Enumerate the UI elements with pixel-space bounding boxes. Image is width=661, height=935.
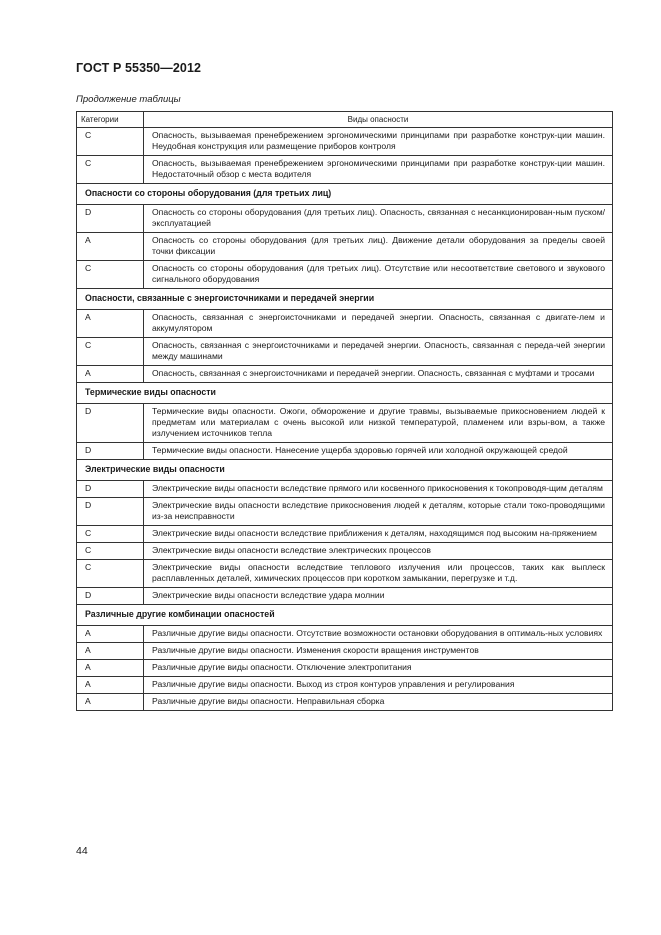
category-cell: C xyxy=(77,560,144,588)
category-cell: A xyxy=(77,233,144,261)
hazard-description-cell: Различные другие виды опасности. Неправильная сборка xyxy=(144,694,613,711)
table-row xyxy=(77,233,613,261)
table-row xyxy=(77,498,613,526)
table-row xyxy=(77,310,613,338)
table-row xyxy=(77,156,613,184)
section-header-row xyxy=(77,289,613,310)
hazard-description-cell: Опасность, связанная с энергоисточниками и передачей энергии. Опасность, связанная с муфтами и тросами xyxy=(144,366,613,383)
column-header-hazards: Виды опасности xyxy=(144,112,613,128)
category-cell: A xyxy=(77,677,144,694)
table-row xyxy=(77,560,613,588)
section-header-row xyxy=(77,460,613,481)
hazard-description-cell: Опасность, вызываемая пренебрежением эргономическими принципами при разработке конструк-ции машин. Неудобная конструкция или размещение приборов контроля xyxy=(144,128,613,156)
table-row xyxy=(77,543,613,560)
table-row xyxy=(77,404,613,443)
category-cell: D xyxy=(77,481,144,498)
table-row xyxy=(77,366,613,383)
category-cell: A xyxy=(77,366,144,383)
section-title: Термические виды опасности xyxy=(77,383,613,404)
category-cell: A xyxy=(77,694,144,711)
document-code: ГОСТ Р 55350—2012 xyxy=(76,61,202,75)
hazard-description-cell: Опасность, вызываемая пренебрежением эргономическими принципами при разработке конструк-ции машин. Недостаточный обзор с места водителя xyxy=(144,156,613,184)
hazard-description-cell: Опасность со стороны оборудования (для третьих лиц). Движение детали оборудования за пределы своей точки фиксации xyxy=(144,233,613,261)
section-header-row xyxy=(77,383,613,404)
page-number: 44 xyxy=(76,845,88,857)
table-row xyxy=(77,205,613,233)
section-title: Опасности со стороны оборудования (для третьих лиц) xyxy=(77,184,613,205)
hazard-description-cell: Электрические виды опасности вследствие прямого или косвенного прикосновения к токопроводя-щим деталям xyxy=(144,481,613,498)
table-row xyxy=(77,694,613,711)
hazard-description-cell: Электрические виды опасности вследствие прикосновения людей к деталям, которые стали токо-проводящими из-за неисправности xyxy=(144,498,613,526)
hazard-description-cell: Различные другие виды опасности. Отсутствие возможности остановки оборудования в оптималь-ных условиях xyxy=(144,626,613,643)
category-cell: D xyxy=(77,205,144,233)
hazard-description-cell: Термические виды опасности. Ожоги, обморожение и другие травмы, вызываемые прикосновением людей к предметам или материалам с очень высокой или низкой температурой, пламенем или взры-вом, а также излучением источников тепла xyxy=(144,404,613,443)
hazard-description-cell: Различные другие виды опасности. Изменения скорости вращения инструментов xyxy=(144,643,613,660)
hazard-description-cell: Электрические виды опасности вследствие теплового излучения или процессов, таких как выплеск расплавленных деталей, химических процессов при коротком замыкании, перегрузке и т.д. xyxy=(144,560,613,588)
section-header-row xyxy=(77,605,613,626)
hazard-description-cell: Опасность со стороны оборудования (для третьих лиц). Опасность, связанная с несанкционирован-ным пуском/эксплуатацией xyxy=(144,205,613,233)
section-title: Электрические виды опасности xyxy=(77,460,613,481)
table-row xyxy=(77,677,613,694)
section-header-row xyxy=(77,184,613,205)
category-cell: C xyxy=(77,156,144,184)
table-row xyxy=(77,443,613,460)
hazard-description-cell: Термические виды опасности. Нанесение ущерба здоровью горячей или холодной окружающей средой xyxy=(144,443,613,460)
category-cell: C xyxy=(77,526,144,543)
table-row xyxy=(77,128,613,156)
table-row xyxy=(77,643,613,660)
category-cell: D xyxy=(77,498,144,526)
table-row xyxy=(77,626,613,643)
table-body xyxy=(77,128,613,711)
table-row xyxy=(77,660,613,677)
hazard-description-cell: Электрические виды опасности вследствие электрических процессов xyxy=(144,543,613,560)
column-header-category: Категории xyxy=(77,112,144,128)
table-row xyxy=(77,588,613,605)
category-cell: C xyxy=(77,261,144,289)
table-header-row xyxy=(77,112,613,128)
hazard-description-cell: Опасность, связанная с энергоисточниками и передачей энергии. Опасность, связанная с двигате-лем и аккумулятором xyxy=(144,310,613,338)
category-cell: A xyxy=(77,310,144,338)
category-cell: A xyxy=(77,660,144,677)
table-caption: Продолжение таблицы xyxy=(76,94,181,105)
table-row xyxy=(77,338,613,366)
category-cell: D xyxy=(77,588,144,605)
category-cell: D xyxy=(77,443,144,460)
hazard-description-cell: Опасность со стороны оборудования (для третьих лиц). Отсутствие или несоответствие светового и звукового сигнального оборудования xyxy=(144,261,613,289)
section-title: Различные другие комбинации опасностей xyxy=(77,605,613,626)
hazards-table xyxy=(76,111,613,711)
section-title: Опасности, связанные с энергоисточниками и передачей энергии xyxy=(77,289,613,310)
category-cell: C xyxy=(77,128,144,156)
hazard-description-cell: Опасность, связанная с энергоисточниками и передачей энергии. Опасность, связанная с переда-чей энергии между машинами xyxy=(144,338,613,366)
hazard-description-cell: Различные другие виды опасности. Выход из строя контуров управления и регулирования xyxy=(144,677,613,694)
table-row xyxy=(77,261,613,289)
category-cell: C xyxy=(77,338,144,366)
hazard-description-cell: Электрические виды опасности вследствие приближения к деталям, находящимся под высоким на-пряжением xyxy=(144,526,613,543)
table-row xyxy=(77,481,613,498)
category-cell: C xyxy=(77,543,144,560)
hazard-description-cell: Различные другие виды опасности. Отключение электропитания xyxy=(144,660,613,677)
hazard-description-cell: Электрические виды опасности вследствие удара молнии xyxy=(144,588,613,605)
category-cell: A xyxy=(77,643,144,660)
table-row xyxy=(77,526,613,543)
category-cell: D xyxy=(77,404,144,443)
category-cell: A xyxy=(77,626,144,643)
